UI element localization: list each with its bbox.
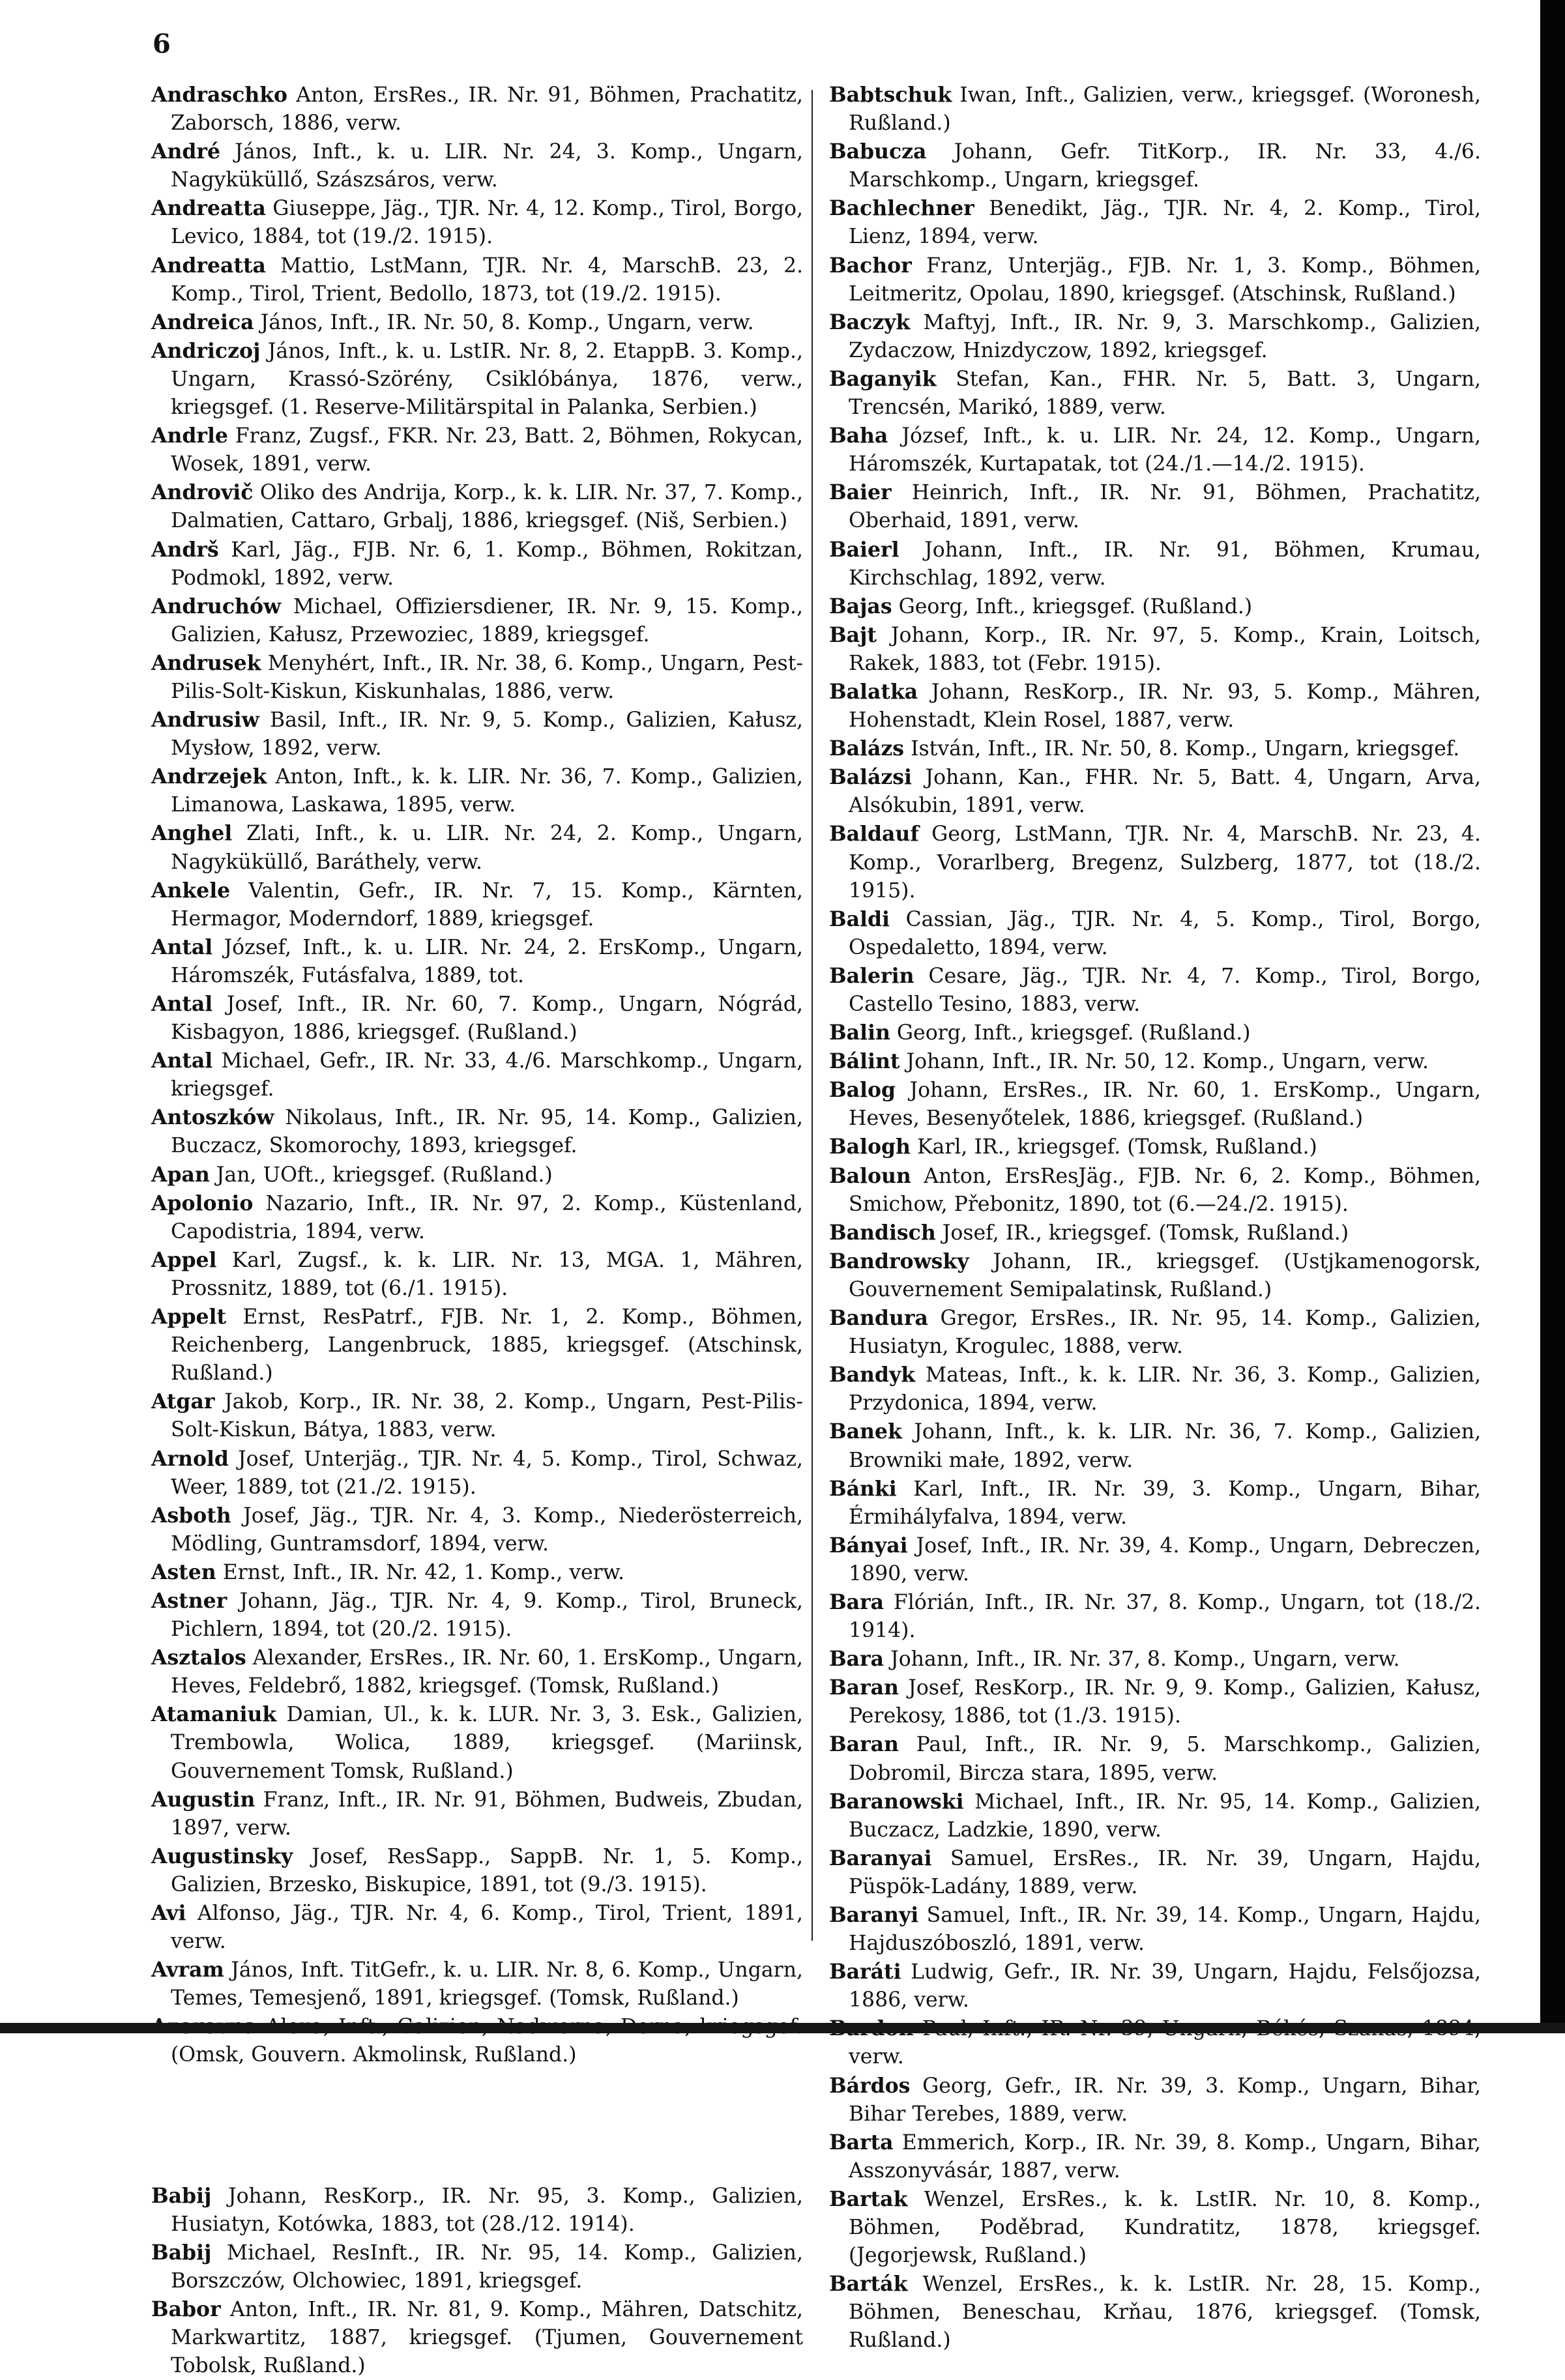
entry-surname: Andrusek xyxy=(151,650,261,675)
list-entry xyxy=(829,1531,1481,1588)
list-entry xyxy=(829,2072,1481,2128)
list-entry xyxy=(829,962,1481,1019)
entry-details: Michael, Inft., IR. Nr. 95, 14. Komp., Galizien, Buczacz, Ladzkie, 1890, verw. xyxy=(849,1790,1481,1842)
entry-surname: Baranyi xyxy=(829,1903,919,1927)
entry-details: Karl, Inft., IR. Nr. 39, 3. Komp., Ungarn, Bihar, Érmihályfalva, 1894, verw. xyxy=(849,1477,1481,1529)
entry-details: Josef, Inft., IR. Nr. 60, 7. Komp., Ungarn, Nógrád, Kisbagyon, 1886, kriegsgef. (Rußland.) xyxy=(171,993,803,1045)
list-entry xyxy=(151,1899,803,1956)
entry-details: Cesare, Jäg., TJR. Nr. 4, 7. Komp., Tirol, Borgo, Castello Tesino, 1883, verw. xyxy=(849,964,1481,1016)
entry-details: János, Inft., k. u. LIR. Nr. 24, 3. Komp., Ungarn, Nagyküküllő, Szászsáros, verw. xyxy=(171,140,803,192)
entry-details: Karl, Jäg., FJB. Nr. 6, 1. Komp., Böhmen, Rokitzan, Podmokl, 1892, verw. xyxy=(171,538,804,590)
entry-surname: Baranyai xyxy=(829,1846,932,1870)
list-entry xyxy=(151,194,803,251)
list-entry xyxy=(829,81,1481,138)
list-entry xyxy=(829,1674,1481,1730)
list-entry xyxy=(829,2185,1481,2270)
list-entry xyxy=(829,1361,1481,1417)
list-entry xyxy=(151,706,803,762)
entry-details: Maftyj, Inft., IR. Nr. 9, 3. Marschkomp., Galizien, Zydaczow, Hnizdyczow, 1892, kriegsgef. xyxy=(849,310,1481,362)
list-entry xyxy=(829,763,1481,820)
entry-details: János, Inft., IR. Nr. 50, 8. Komp., Ungarn, verw. xyxy=(260,310,754,334)
entry-details: Flórián, Inft., IR. Nr. 37, 8. Komp., Ungarn, tot (18./2. 1914). xyxy=(849,1590,1481,1643)
entry-details: Anton, ErsResJäg., FJB. Nr. 6, 2. Komp., Böhmen, Smichow, Přebonitz, 1890, tot (6.—24./2. 1915). xyxy=(849,1164,1481,1216)
list-entry xyxy=(151,1189,803,1246)
entry-surname: Bandura xyxy=(829,1306,928,1331)
entry-details: Mattio, LstMann, TJR. Nr. 4, MarschB. 23, 2. Komp., Tirol, Trient, Bedollo, 1873, tot (19./2. 1915). xyxy=(171,254,803,306)
entry-surname: Baran xyxy=(829,1676,899,1700)
list-entry xyxy=(151,138,803,194)
list-entry xyxy=(151,422,803,478)
entry-surname: Astner xyxy=(151,1588,227,1613)
entry-surname: Andruchów xyxy=(151,594,282,618)
entry-surname: Bajt xyxy=(829,622,877,647)
list-entry xyxy=(151,1644,803,1700)
list-entry xyxy=(829,1958,1481,2014)
entry-details: Zlati, Inft., k. u. LIR. Nr. 24, 2. Komp., Ungarn, Nagyküküllő, Baráthely, verw. xyxy=(171,822,804,874)
list-entry xyxy=(829,1588,1481,1645)
entry-surname: Avram xyxy=(151,1958,224,1982)
list-entry xyxy=(151,1161,803,1189)
entry-details: Johann, IR., kriegsgef. (Ustjkamenogorsk, Gouvernement Semipalatinsk, Rußland.) xyxy=(849,1249,1482,1301)
entry-surname: Balog xyxy=(829,1078,896,1103)
entry-details: Anton, Inft., k. k. LIR. Nr. 36, 7. Komp., Galizien, Limanowa, Laskawa, 1895, verw. xyxy=(171,765,803,817)
list-entry xyxy=(151,1700,803,1785)
list-entry xyxy=(151,1842,803,1899)
entry-surname: Ankele xyxy=(151,878,231,903)
list-entry xyxy=(829,194,1481,251)
entry-details: (Omsk, Gouvern. Akmolinsk, Rußland.) xyxy=(171,2043,577,2067)
entry-details: Oliko des Andrija, Korp., k. k. LIR. Nr. 37, 7. Komp., Dalmatien, Cattaro, Grbalj, 1886, kriegsgef. (Niš, Serbien.) xyxy=(171,481,803,533)
list-entry xyxy=(829,1304,1481,1361)
entry-details: Giuseppe, Jäg., TJR. Nr. 4, 12. Komp., Tirol, Borgo, Levico, 1884, tot (19./2. 1915). xyxy=(171,197,803,249)
entry-surname: Bachor xyxy=(829,253,912,278)
page-number: 6 xyxy=(153,29,171,59)
list-entry xyxy=(151,1587,803,1644)
entry-surname: Babij xyxy=(151,2240,212,2265)
entry-surname: Asboth xyxy=(151,1503,231,1528)
entry-details: Johann, ErsRes., IR. Nr. 60, 1. ErsKomp., Ungarn, Heves, Besenyőtelek, 1886, kriegsgef. (Rußland.) xyxy=(849,1079,1481,1131)
list-entry xyxy=(829,138,1481,194)
entry-surname: Baierl xyxy=(829,537,900,562)
list-entry xyxy=(829,536,1481,592)
entry-details: Franz, Inft., IR. Nr. 91, Böhmen, Budweis, Zbudan, 1897, verw. xyxy=(171,1788,803,1840)
entry-surname: Anghel xyxy=(151,821,233,846)
entry-surname: Androvič xyxy=(151,480,254,505)
section-gap xyxy=(151,2070,803,2182)
entry-surname: Asztalos xyxy=(151,1646,246,1670)
column-divider xyxy=(812,90,813,1941)
entry-details: Johann, Inft., k. k. LIR. Nr. 36, 7. Komp., Galizien, Browniki małe, 1892, verw. xyxy=(849,1420,1482,1472)
list-entry xyxy=(151,649,803,706)
entry-surname: Andrle xyxy=(151,424,228,448)
entry-surname: Andriczoj xyxy=(151,338,261,363)
entry-surname: Andreatta xyxy=(151,253,266,278)
list-entry xyxy=(829,308,1481,365)
entry-details: Damian, Ul., k. k. LUR. Nr. 3, 3. Esk., Galizien, Trembowla, Wolica, 1889, kriegsgef. (Mariinsk, Gouvernement Tomsk, Rußland.) xyxy=(171,1703,804,1783)
entry-details: Heinrich, Inft., IR. Nr. 91, Böhmen, Prachatitz, Oberhaid, 1891, verw. xyxy=(849,481,1481,533)
entry-surname: Baloun xyxy=(829,1163,911,1188)
right-column xyxy=(829,81,1481,2355)
list-entry xyxy=(151,536,803,592)
entry-details: Karl, Zugsf., k. k. LIR. Nr. 13, MGA. 1, Mähren, Prossnitz, 1889, tot (6./1. 1915). xyxy=(171,1248,803,1300)
list-entry xyxy=(829,1844,1481,1901)
entry-details: József, Inft., k. u. LIR. Nr. 24, 2. ErsKomp., Ungarn, Háromszék, Futásfalva, 1889, tot. xyxy=(171,935,804,987)
list-entry xyxy=(151,2239,803,2295)
entry-surname: Balerin xyxy=(829,963,914,988)
entry-details: Johann, Gefr. TitKorp., IR. Nr. 33, 4./6. Marschkomp., Ungarn, kriegsgef. xyxy=(849,140,1481,192)
entry-details: Franz, Unterjäg., FJB. Nr. 1, 3. Komp., Böhmen, Leitmeritz, Opolau, 1890, kriegsgef. (Atschinsk, Rußland.) xyxy=(849,254,1482,306)
entry-surname: Balin xyxy=(829,1021,890,1045)
entry-surname: Antal xyxy=(151,1049,213,1073)
list-entry xyxy=(829,1475,1481,1531)
entry-details: Michael, Gefr., IR. Nr. 33, 4./6. Marschkomp., Ungarn, kriegsgef. xyxy=(171,1049,804,1101)
list-entry xyxy=(829,252,1481,308)
entry-surname: Barták xyxy=(829,2272,908,2297)
entry-details: Paul, Inft., IR. Nr. 9, 5. Marschkomp., Galizien, Dobromil, Bircza stara, 1895, verw. xyxy=(849,1733,1481,1785)
entry-surname: Andreatta xyxy=(151,196,266,221)
entry-details: Anton, Inft., IR. Nr. 81, 9. Komp., Mähren, Datschitz, Markwartitz, 1887, kriegsgef. (Tjumen, Gouvernement Tobolsk, Rußland.) xyxy=(171,2297,803,2378)
entry-surname: Avi xyxy=(151,1901,186,1925)
entry-surname: Babucza xyxy=(829,139,927,164)
list-entry xyxy=(151,592,803,649)
entry-surname: Andraschko xyxy=(151,83,288,107)
entry-details: Emmerich, Korp., IR. Nr. 39, 8. Komp., Ungarn, Bihar, Asszonyvásár, 1887, verw. xyxy=(849,2130,1481,2183)
entry-surname: Balatka xyxy=(829,679,918,704)
list-entry xyxy=(829,1247,1481,1304)
list-entry xyxy=(829,1162,1481,1219)
entry-details: Gregor, ErsRes., IR. Nr. 95, 14. Komp., Galizien, Husiatyn, Krogulec, 1888, verw. xyxy=(849,1307,1481,1359)
list-entry xyxy=(829,422,1481,478)
list-entry xyxy=(151,2182,803,2239)
list-entry xyxy=(151,2012,803,2069)
entry-details: Johann, Inft., IR. Nr. 50, 12. Komp., Ungarn, verw. xyxy=(906,1050,1429,1074)
entry-details: István, Inft., IR. Nr. 50, 8. Komp., Ungarn, kriegsgef. xyxy=(911,737,1460,761)
entry-details: Wenzel, ErsRes., k. k. LstIR. Nr. 28, 15. Komp., Böhmen, Beneschau, Krňau, 1876, kriegsgef. (Tomsk, Rußland.) xyxy=(849,2272,1481,2353)
entry-surname: Apan xyxy=(151,1162,210,1187)
entry-details: Josef, ResKorp., IR. Nr. 9, 9. Komp., Galizien, Kałusz, Perekosy, 1886, tot (1./3. 1915). xyxy=(849,1676,1481,1728)
list-entry xyxy=(151,933,803,990)
entry-details: Georg, Inft., kriegsgef. (Rußland.) xyxy=(896,1021,1251,1045)
list-entry xyxy=(829,1019,1481,1047)
entry-surname: Baganyik xyxy=(829,366,937,391)
entry-details: Stefan, Kan., FHR. Nr. 5, Batt. 3, Ungarn, Trencsén, Marikó, 1889, verw. xyxy=(849,367,1481,420)
entry-details: Basil, Inft., IR. Nr. 9, 5. Komp., Galizien, Kałusz, Mysłow, 1892, verw. xyxy=(171,708,803,761)
entry-details: Alexander, ErsRes., IR. Nr. 60, 1. ErsKomp., Ungarn, Heves, Feldebrő, 1882, kriegsgef. (Tomsk, Rußland.) xyxy=(171,1646,803,1698)
list-entry xyxy=(829,1133,1481,1161)
entry-surname: Bandyk xyxy=(829,1363,916,1387)
entry-details: Johann, Korp., IR. Nr. 97, 5. Komp., Krain, Loitsch, Rakek, 1883, tot (Febr. 1915). xyxy=(849,623,1481,675)
entry-details: Karl, IR., kriegsgef. (Tomsk, Rußland.) xyxy=(916,1135,1317,1159)
list-entry xyxy=(829,678,1481,734)
entry-surname: Baran xyxy=(829,1732,899,1757)
entry-details: Jan, UOft., kriegsgef. (Rußland.) xyxy=(216,1163,553,1187)
entry-details: Josef, IR., kriegsgef. (Tomsk, Rußland.) xyxy=(942,1221,1349,1245)
entry-details: Josef, Jäg., TJR. Nr. 4, 3. Komp., Niederösterreich, Mödling, Guntramsdorf, 1894, verw. xyxy=(171,1503,804,1556)
list-entry xyxy=(829,734,1481,763)
entry-surname: Antal xyxy=(151,992,213,1016)
entry-details: Nazario, Inft., IR. Nr. 97, 2. Komp., Küstenland, Capodistria, 1894, verw. xyxy=(171,1191,803,1243)
entry-surname: Augustin xyxy=(151,1787,256,1812)
entry-surname: Babij xyxy=(151,2183,212,2208)
entry-details: Jakob, Korp., IR. Nr. 38, 2. Komp., Ungarn, Pest-Pilis-Solt-Kiskun, Bátya, 1883, verw. xyxy=(171,1390,803,1442)
scan-edge-bottom xyxy=(0,2023,1565,2033)
entry-details: Menyhért, Inft., IR. Nr. 38, 6. Komp., Ungarn, Pest-Pilis-Solt-Kiskun, Kiskunhalas, 1886, verw. xyxy=(171,651,804,703)
entry-surname: Baranowski xyxy=(829,1789,964,1814)
list-entry xyxy=(829,1219,1481,1247)
entry-surname: Bárdos xyxy=(829,2073,911,2098)
list-entry xyxy=(829,2128,1481,2185)
entry-details: Josef, Unterjäg., TJR. Nr. 4, 5. Komp., Tirol, Schwaz, Weer, 1889, tot (21./2. 1915). xyxy=(171,1447,803,1499)
list-entry xyxy=(151,337,803,422)
entry-surname: Andrusiw xyxy=(151,708,259,733)
entry-surname: Bandrowsky xyxy=(829,1249,969,1273)
entry-surname: Banek xyxy=(829,1419,902,1444)
entry-surname: Augustinsky xyxy=(151,1844,293,1868)
entry-surname: Asten xyxy=(151,1560,216,1584)
list-entry xyxy=(151,1558,803,1587)
entry-details: Josef, Inft., IR. Nr. 39, 4. Komp., Ungarn, Debreczen, 1890, verw. xyxy=(849,1533,1481,1586)
entry-surname: Appel xyxy=(151,1247,217,1272)
entry-surname: Arnold xyxy=(151,1446,229,1471)
entry-surname: Atgar xyxy=(151,1389,215,1414)
entry-details: Iwan, Inft., Galizien, verw., kriegsgef. (Woronesh, Rußland.) xyxy=(849,83,1481,136)
entry-surname: Baier xyxy=(829,480,892,505)
entry-surname: Atamaniuk xyxy=(151,1702,277,1727)
entry-surname: Andreica xyxy=(151,310,254,334)
entry-details: Johann, Kan., FHR. Nr. 5, Batt. 4, Ungarn, Arva, Alsókubin, 1891, verw. xyxy=(849,766,1482,818)
list-entry xyxy=(829,1788,1481,1844)
entry-details: Georg, LstMann, TJR. Nr. 4, MarschB. Nr. 23, 4. Komp., Vorarlberg, Bregenz, Sulzberg, 1877, tot (18./2. 1915). xyxy=(849,822,1481,903)
entry-surname: Andrzejek xyxy=(151,764,267,789)
entry-surname: Antoszków xyxy=(151,1105,274,1130)
list-entry xyxy=(829,2270,1481,2355)
entry-surname: Baráti xyxy=(829,1960,901,1984)
list-entry xyxy=(829,820,1481,905)
entry-surname: Baldi xyxy=(829,907,890,931)
list-entry xyxy=(829,365,1481,422)
entry-surname: Baczyk xyxy=(829,310,911,334)
left-column xyxy=(151,81,803,2380)
entry-details: János, Inft. TitGefr., k. u. LIR. Nr. 8, 6. Komp., Ungarn, Temes, Temesjenő, 1891, kriegsgef. (Tomsk, Rußland.) xyxy=(171,1958,804,2010)
entry-surname: Bara xyxy=(829,1647,885,1672)
entry-details: Johann, Inft., IR. Nr. 91, Böhmen, Krumau, Kirchschlag, 1892, verw. xyxy=(849,538,1481,590)
entry-surname: Babor xyxy=(151,2297,221,2321)
entry-surname: Appelt xyxy=(151,1305,227,1329)
entry-details: Johann, Jäg., TJR. Nr. 4, 9. Komp., Tirol, Bruneck, Pichlern, 1894, tot (20./2. 1915). xyxy=(171,1589,804,1642)
entry-details: Michael, Offiziersdiener, IR. Nr. 9, 15. Komp., Galizien, Kałusz, Przewoziec, 1889, kriegsgef. xyxy=(171,594,803,646)
entry-details: Michael, ResInft., IR. Nr. 95, 14. Komp., Galizien, Borszczów, Olchowiec, 1891, kriegsgef. xyxy=(171,2241,803,2293)
entry-surname: Baldauf xyxy=(829,822,919,847)
entry-details: Georg, Gefr., IR. Nr. 39, 3. Komp., Ungarn, Bihar, Bihar Terebes, 1889, verw. xyxy=(849,2074,1481,2126)
entry-details: Johann, ResKorp., IR. Nr. 95, 3. Komp., Galizien, Husiatyn, Kotówka, 1883, tot (28./12. 1914). xyxy=(171,2184,803,2236)
entry-details: Valentin, Gefr., IR. Nr. 7, 15. Komp., Kärnten, Hermagor, Moderndorf, 1889, kriegsgef. xyxy=(171,878,803,931)
list-entry xyxy=(829,1047,1481,1076)
list-entry xyxy=(151,1956,803,2012)
entry-surname: Bálint xyxy=(829,1049,900,1074)
entry-details: Nikolaus, Inft., IR. Nr. 95, 14. Komp., Galizien, Buczacz, Skomorochy, 1893, kriegsgef. xyxy=(171,1106,803,1158)
list-entry xyxy=(829,1730,1481,1787)
entry-details: János, Inft., k. u. LstIR. Nr. 8, 2. EtappB. 3. Komp., Ungarn, Krassó-Szörény, Csiklóbánya, 1876, verw., kriegsgef. (1. Reserve-Militärspital in Palanka, Serbien.) xyxy=(171,339,803,420)
list-entry xyxy=(829,1901,1481,1958)
entry-details: Benedikt, Jäg., TJR. Nr. 4, 2. Komp., Tirol, Lienz, 1894, verw. xyxy=(849,197,1481,249)
list-entry xyxy=(829,1645,1481,1674)
entry-surname: Bandisch xyxy=(829,1220,936,1245)
entry-details: Johann, Inft., IR. Nr. 37, 8. Komp., Ungarn, verw. xyxy=(890,1647,1400,1672)
entry-surname: Bánki xyxy=(829,1476,897,1501)
entry-surname: Apolonio xyxy=(151,1191,254,1215)
entry-details: Samuel, Inft., IR. Nr. 39, 14. Komp., Ungarn, Hajdu, Hajduszóboszló, 1891, verw. xyxy=(849,1904,1481,1956)
entry-details: Anton, ErsRes., IR. Nr. 91, Böhmen, Prachatitz, Zaborsch, 1886, verw. xyxy=(171,83,803,136)
scan-edge-right xyxy=(1540,0,1565,2033)
entry-surname: Andrš xyxy=(151,537,219,562)
entry-surname: Bajas xyxy=(829,594,892,618)
entry-details: Franz, Zugsf., FKR. Nr. 23, Batt. 2, Böhmen, Rokycan, Wosek, 1891, verw. xyxy=(171,424,803,476)
list-entry xyxy=(151,2295,803,2380)
list-entry xyxy=(151,1047,803,1103)
entry-details: Wenzel, ErsRes., k. k. LstIR. Nr. 10, 8. Komp., Böhmen, Poděbrad, Kundratitz, 1878, kriegsgef. (Jegorjewsk, Rußland.) xyxy=(849,2187,1481,2268)
entry-details: verw. xyxy=(849,2045,904,2069)
list-entry xyxy=(151,819,803,876)
list-entry xyxy=(151,81,803,138)
list-entry xyxy=(829,1076,1481,1133)
entry-surname: Balázs xyxy=(829,736,905,761)
entry-details: Samuel, ErsRes., IR. Nr. 39, Ungarn, Hajdu, Püspök-Ladány, 1889, verw. xyxy=(849,1846,1481,1898)
entry-details: József, Inft., k. u. LIR. Nr. 24, 12. Komp., Ungarn, Háromszék, Kurtapatak, tot (24./1.—14./2. 1915). xyxy=(849,424,1481,476)
entry-details: Ernst, ResPatrf., FJB. Nr. 1, 2. Komp., Böhmen, Reichenberg, Langenbruck, 1885, kriegsgef. (Atschinsk, Rußland.) xyxy=(171,1305,804,1386)
entry-details: Ludwig, Gefr., IR. Nr. 39, Ungarn, Hajdu, Felsőjozsa, 1886, verw. xyxy=(849,1960,1481,2012)
entry-details: Ernst, Inft., IR. Nr. 42, 1. Komp., verw. xyxy=(222,1560,624,1584)
entry-details: Cassian, Jäg., TJR. Nr. 4, 5. Komp., Tirol, Borgo, Ospedaletto, 1894, verw. xyxy=(849,907,1482,959)
entry-surname: André xyxy=(151,139,221,164)
list-entry xyxy=(829,1417,1481,1474)
list-entry xyxy=(151,1786,803,1842)
entry-details: Mateas, Inft., k. k. LIR. Nr. 36, 3. Komp., Galizien, Przydonica, 1894, verw. xyxy=(849,1363,1482,1415)
list-entry xyxy=(829,621,1481,678)
list-entry xyxy=(151,1502,803,1558)
list-entry xyxy=(151,1445,803,1502)
list-entry xyxy=(151,762,803,819)
entry-details: Josef, ResSapp., SappB. Nr. 1, 5. Komp., Galizien, Brzesko, Biskupice, 1891, tot (9./3. 1915). xyxy=(171,1844,803,1896)
entry-surname: Baha xyxy=(829,424,888,448)
list-entry xyxy=(829,905,1481,962)
list-entry xyxy=(151,252,803,308)
entry-details: Johann, ResKorp., IR. Nr. 93, 5. Komp., Mähren, Hohenstadt, Klein Rosel, 1887, verw. xyxy=(849,680,1481,733)
entry-details: Alfonso, Jäg., TJR. Nr. 4, 6. Komp., Tirol, Trient, 1891, verw. xyxy=(171,1902,803,1954)
entry-surname: Barta xyxy=(829,2130,894,2155)
entry-surname: Antal xyxy=(151,935,213,959)
list-entry xyxy=(151,308,803,337)
list-entry xyxy=(151,1303,803,1387)
list-entry xyxy=(151,478,803,535)
entry-surname: Babtschuk xyxy=(829,83,952,107)
list-entry xyxy=(151,1246,803,1303)
list-entry xyxy=(151,1387,803,1444)
entry-surname: Balázsi xyxy=(829,765,912,790)
entry-surname: Bara xyxy=(829,1589,885,1614)
list-entry xyxy=(151,877,803,933)
list-entry xyxy=(829,592,1481,621)
entry-surname: Bartak xyxy=(829,2186,908,2211)
list-entry xyxy=(151,990,803,1047)
list-entry xyxy=(829,478,1481,535)
entry-surname: Bachlechner xyxy=(829,196,974,221)
entry-surname: Bányai xyxy=(829,1533,908,1558)
list-entry xyxy=(151,1103,803,1160)
entry-details: Georg, Inft., kriegsgef. (Rußland.) xyxy=(898,594,1253,618)
entry-surname: Balogh xyxy=(829,1135,911,1159)
